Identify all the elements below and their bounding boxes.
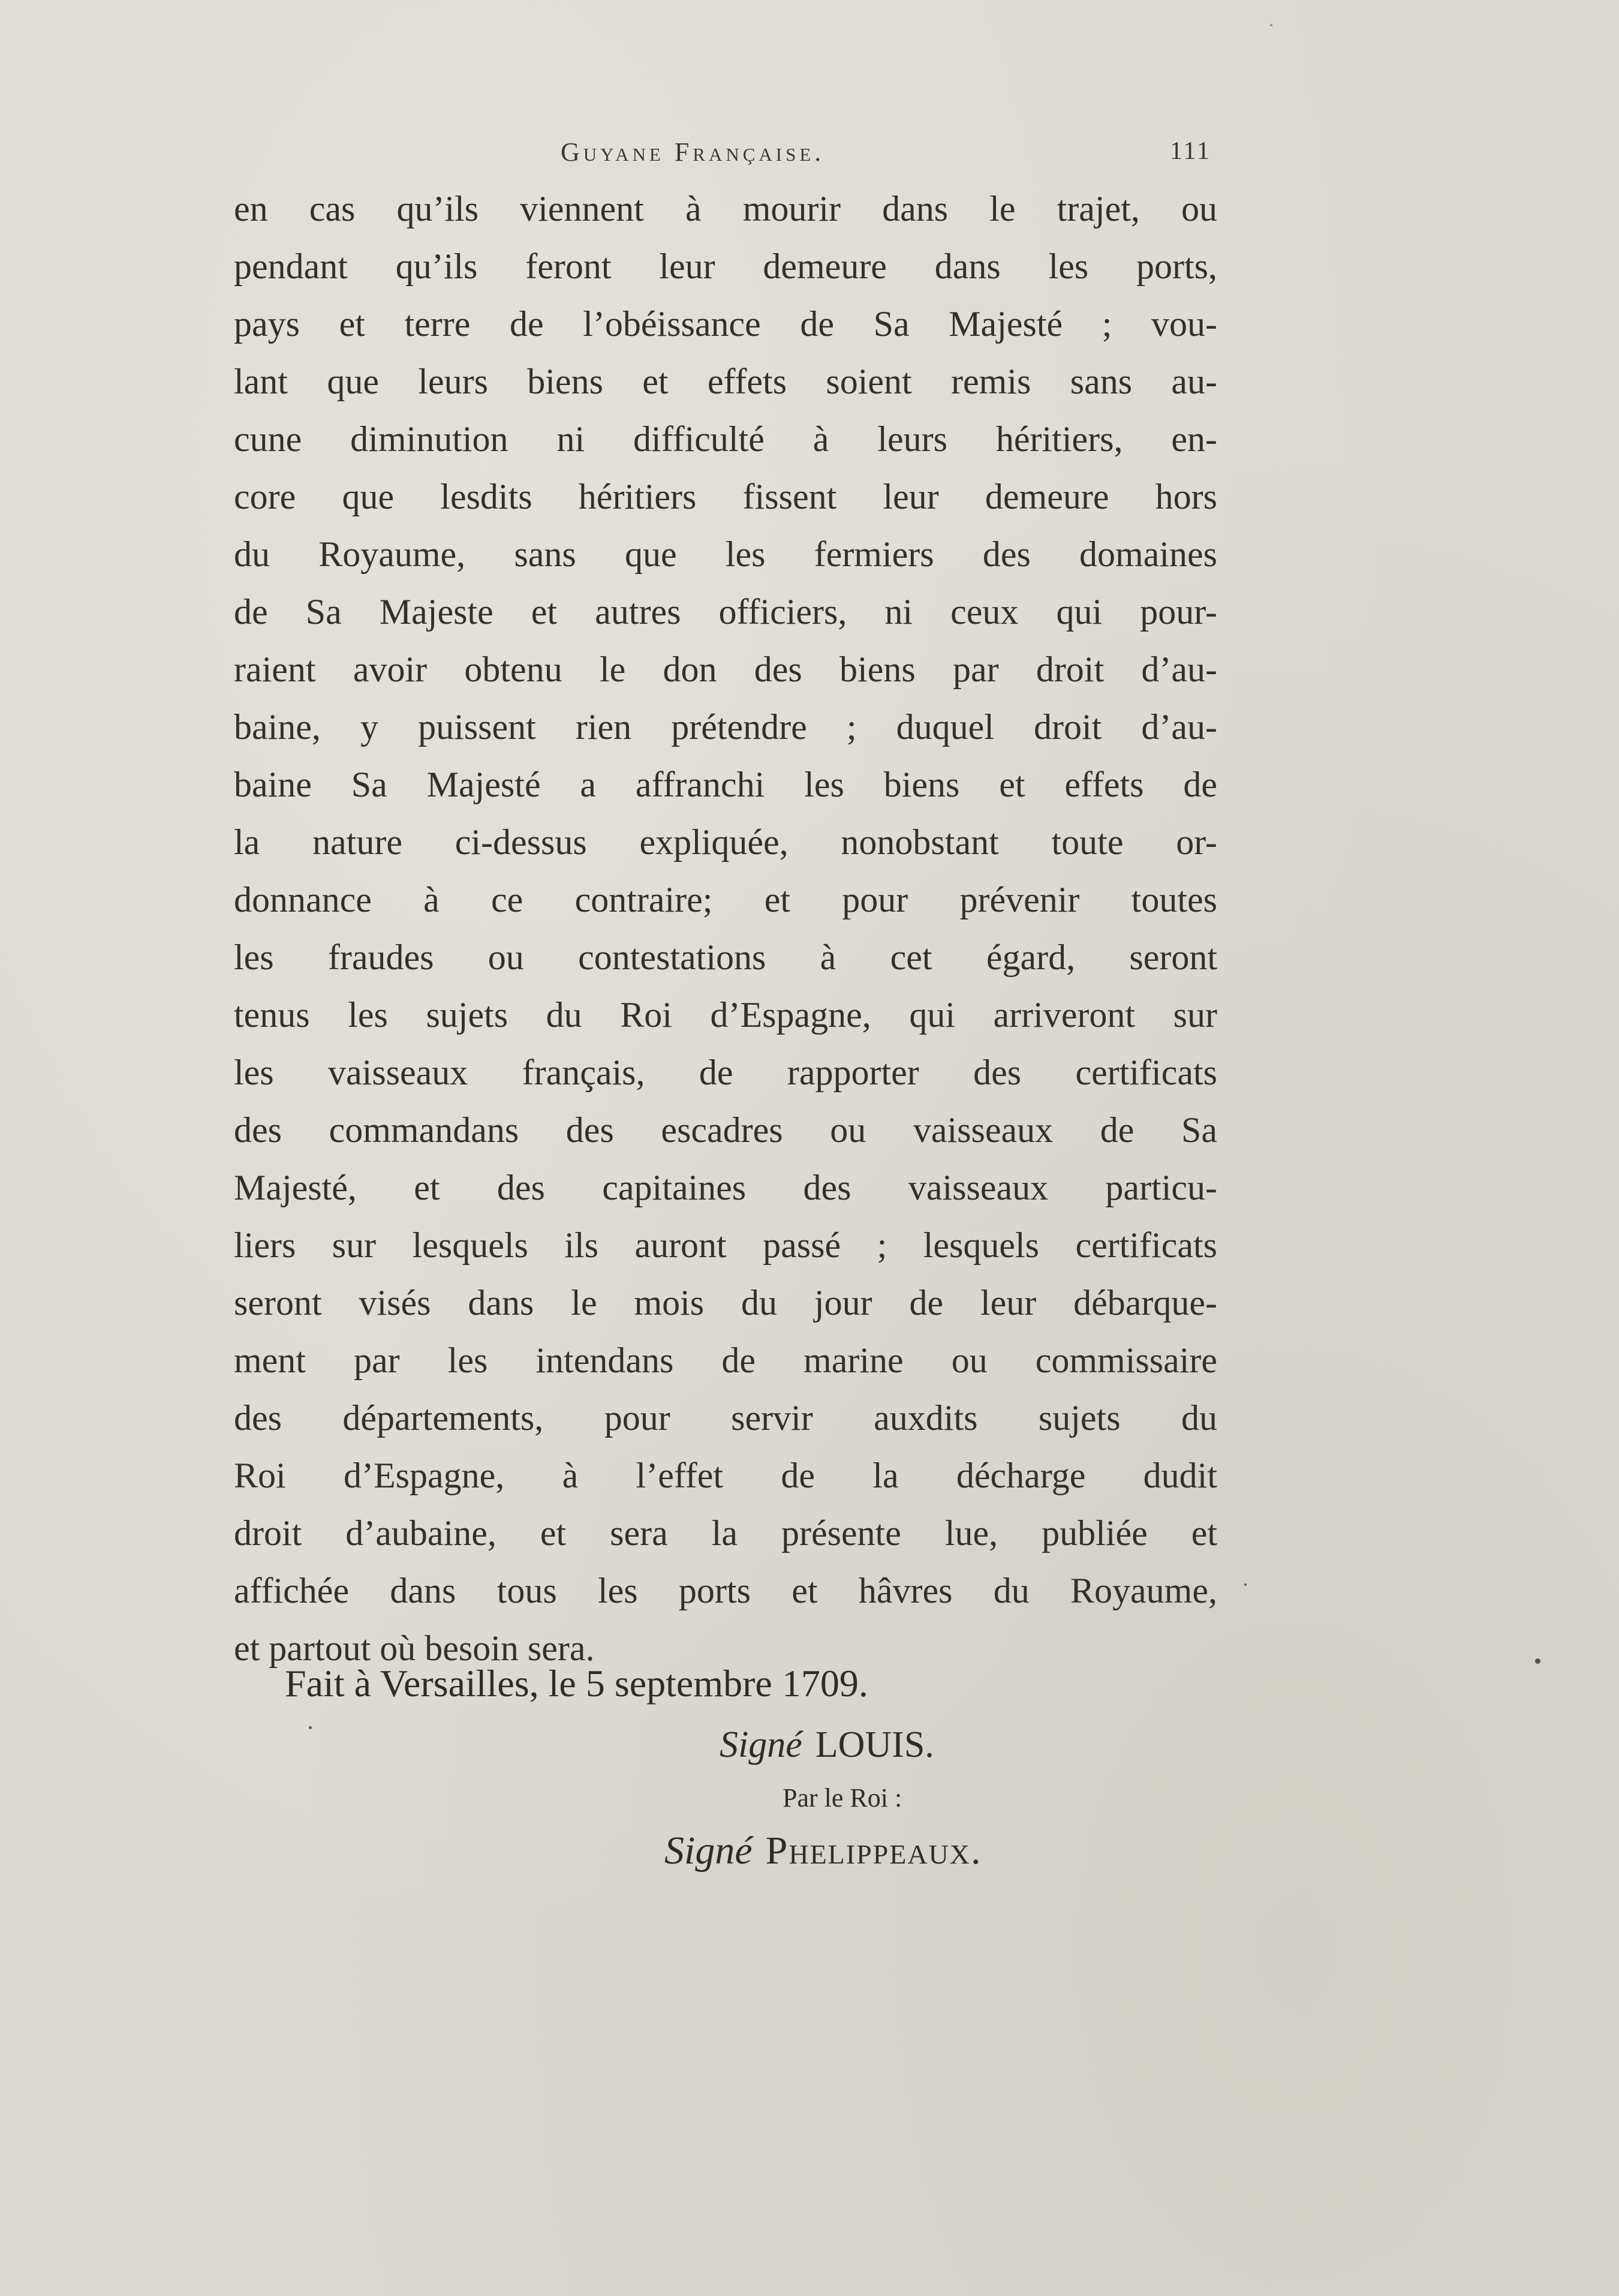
text-line: liers sur lesquels ils auront passé ; lesquels certificats — [234, 1225, 1217, 1265]
text-line: raient avoir obtenu le don des biens par droit d’au- — [234, 650, 1217, 689]
text-line: du Royaume, sans que les fermiers des domaines — [234, 534, 1217, 574]
text-line: cune diminution ni difficulté à leurs héritiers, en- — [234, 419, 1217, 459]
text-line: les fraudes ou contestations à cet égard, seront — [234, 937, 1217, 977]
text-line: et partout où besoin sera. — [234, 1628, 595, 1668]
king-signature — [720, 1724, 934, 1766]
signed-word: Signé — [664, 1829, 753, 1873]
text-line: affichée dans tous les ports et hâvres du Royaume, — [234, 1571, 1217, 1610]
running-title: Guyane Française. — [561, 137, 825, 167]
text-line: les vaisseaux français, de rapporter des certificats — [234, 1053, 1217, 1092]
king-name: LOUIS. — [815, 1724, 934, 1765]
paper-speck — [309, 1726, 312, 1729]
signed-word: Signé — [720, 1724, 802, 1765]
text-line: droit d’aubaine, et sera la présente lue, publiée et — [234, 1513, 1217, 1553]
text-line: de Sa Majeste et autres officiers, ni ceux qui pour- — [234, 592, 1217, 632]
text-line: donnance à ce contraire; et pour prévenir toutes — [234, 880, 1217, 919]
text-line: en cas qu’ils viennent à mourir dans le trajet, ou — [234, 189, 1217, 229]
body-text — [234, 180, 1217, 1677]
minister-signature — [664, 1828, 982, 1874]
text-line: des départements, pour servir auxdits sujets du — [234, 1398, 1217, 1438]
text-line: Majesté, et des capitaines des vaisseaux particu- — [234, 1168, 1217, 1207]
page-number: 111 — [1170, 137, 1211, 165]
dateline: Fait à Versailles, le 5 septembre 1709. — [285, 1662, 868, 1705]
text-line: pendant qu’ils feront leur demeure dans les ports, — [234, 247, 1217, 286]
text-line: des commandans des escadres ou vaisseaux de Sa — [234, 1110, 1217, 1150]
paper-speck — [1270, 24, 1272, 26]
text-line: baine, y puissent rien prétendre ; duquel droit d’au- — [234, 707, 1217, 747]
text-line: baine Sa Majesté a affranchi les biens et effets de — [234, 765, 1217, 804]
running-head — [234, 137, 1211, 173]
closing-block — [0, 1661, 1619, 1901]
text-line: core que lesdits héritiers fissent leur demeure hors — [234, 477, 1217, 516]
text-line: seront visés dans le mois du jour de leur débarque- — [234, 1283, 1217, 1323]
text-line: ment par les intendans de marine ou commissaire — [234, 1341, 1217, 1380]
by-order-line: Par le Roi : — [783, 1783, 902, 1813]
text-line: Roi d’Espagne, à l’effet de la décharge dudit — [234, 1456, 1217, 1495]
minister-name: Phelippeaux. — [765, 1829, 982, 1873]
text-line: la nature ci-dessus expliquée, nonobstant toute or- — [234, 822, 1217, 862]
text-line: lant que leurs biens et effets soient remis sans au- — [234, 362, 1217, 401]
paper-speck — [1535, 1658, 1540, 1664]
paper-speck — [1244, 1583, 1247, 1586]
text-line: tenus les sujets du Roi d’Espagne, qui arriveront sur — [234, 995, 1217, 1035]
text-line: pays et terre de l’obéissance de Sa Majesté ; vou- — [234, 304, 1217, 344]
